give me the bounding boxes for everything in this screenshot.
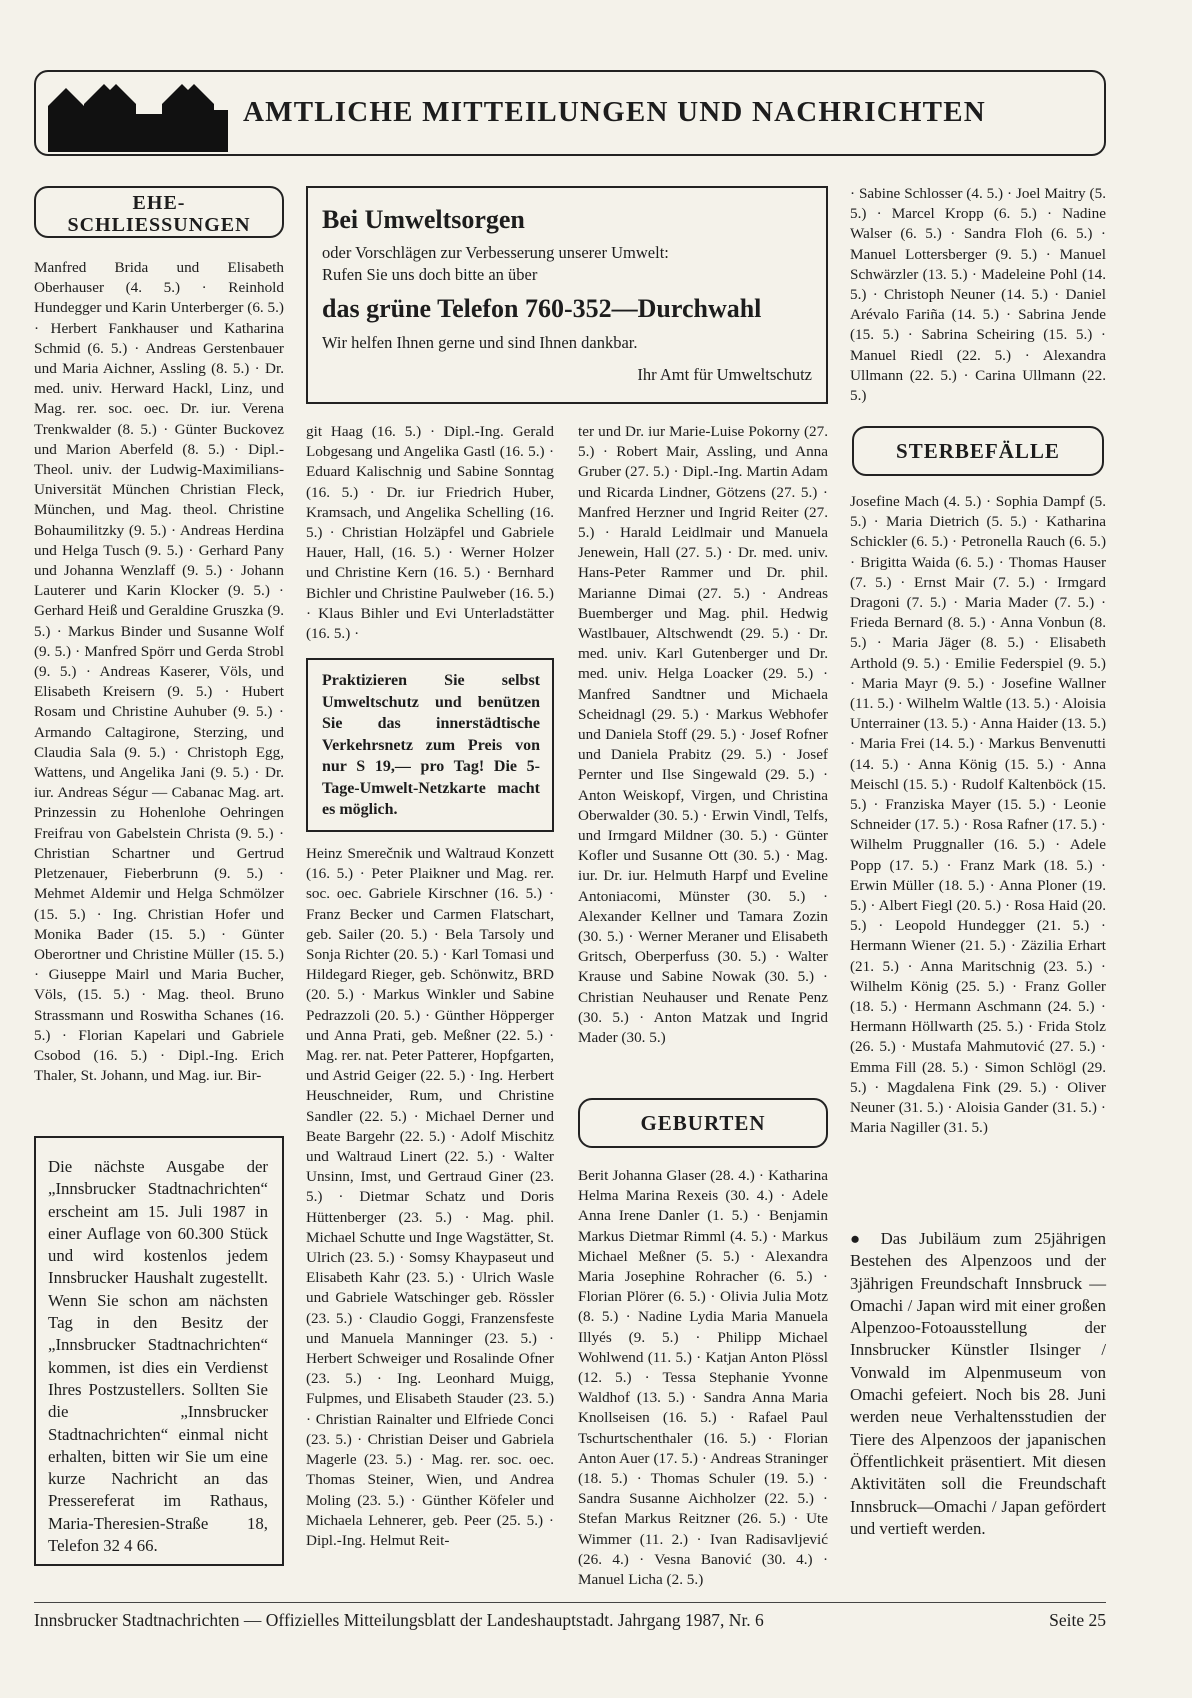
environment-signature: Ihr Amt für Umweltschutz [637,365,812,384]
marriage-list-part4: ter und Dr. iur Marie-Luise Pokorny (27. 5.) · Robert Mair, Assling, und Anna Gruber (27. 5.) · Dipl.-Ing. Martin Adam und Ricarda Lindner, Götzens (27. 5.) · Manfred Herzner und Ingrid Reiter (27. 5.) · Harald Leidlmair und Manuela Jenewein, Hall (27. 5.) · Dr. med. univ. Hans-Peter Rammer und Dr. phil. Marianne Dimai (27. 5.) · Andreas Buemberger und Mag. phil. Hedwig Wastlbauer, Altschwendt (29. 5.) · Dr. med. univ. Karl Gutenberger und Dr. med. univ. Helga Loacker (29. 5.) · Manfred Sandtner und Michaela Scheidnagl (29. 5.) · Markus Webhofer und Daniela Stoff (29. 5.) · Josef Rofner und Daniela Prabitz (29. 5.) · Josef Pernter und Ilse Singewald (29. 5.) · Anton Weiskopf, Virgen, und Christina Oberwalder (30. 5.) · Erwin Vindl, Telfs, und Irmgard Mildner (30. 5.) · Günter Kofler und Susanne Ott (30. 5.) · Mag. iur. Dr. iur. Helmuth Harpf und Eveline Antoniacomi, Münster (30. 5.) · Alexander Kellner und Tamara Zozin (30. 5.) · Werner Meraner und Elisabeth Gritsch, Oberperfuss (30. 5.) · Walter Krause und Sabine Nowak (30. 5.) · Christian Neuhauser und Renate Penz (30. 5.) · Anton Matzak und Ingrid Mader (30. 5.) [578,423,828,1047]
page-number: Seite 25 [1049,1610,1106,1630]
alpenzoo-text: Das Jubiläum zum 25jährigen Bestehen des Alpenzoos und der 3jährigen Freundschaft Innsbruck — Omachi / Japan wird mit einer großen Alpenzoo-Fotoausstellung der Innsbrucker Künstler Ilsinger / Vonwald im Alpenmuseum von Omachi gefeiert. Noch bis 28. Juni werden neue Verhaltensstudien der Tiere des Alpenzoos der japanischen Öffentlichkeit präsentiert. Mit diesen Aktivitäten soll die Freundschaft Innsbruck—Omachi / Japan gefördert und vertieft werden. [850,1229,1106,1538]
next-issue-text: Die nächste Ausgabe der „Innsbrucker Stadtnachrichten“ erscheint am 15. Juli 1987 in einer Auflage von 60.300 Stück und wird kostenlos jedem Innsbrucker Haushalt zugestellt. Wenn Sie schon am nächsten Tag in den Besitz der „Innsbrucker Stadtnachrichten“ kommen, ist dies ein Verdienst Ihres Postzustellers. Sollten Sie die „Innsbrucker Stadtnachrichten“ einmal nicht erhalten, bitten wir Sie um eine kurze Nachricht an das Pressereferat im Rathaus, Maria-Theresien-Straße 18, Telefon 32 4 66. [48,1157,268,1556]
page-header [34,70,1106,156]
bullet-icon: ● [850,1229,869,1248]
births-list: Berit Johanna Glaser (28. 4.) · Katharina Helma Marina Rexeis (30. 4.) · Adele Anna Irene Danler (1. 5.) · Benjamin Markus Dietmar Rimml (4. 5.) · Markus Michael Meßner (5. 5.) · Alexandra Maria Josephine Rohracher (6. 5.) · Florian Plörer (6. 5.) · Olivia Julia Motz (8. 5.) · Nadine Lydia Maria Manuela Illyés (9. 5.) · Philipp Michael Wohlwend (11. 5.) · Katjan Anton Plössl (12. 5.) · Tessa Stephanie Yvonne Waldhof (13. 5.) · Sandra Anna Maria Knollseisen (16. 5.) · Rafael Paul Tschurtschenthaler (16. 5.) · Florian Anton Auer (17. 5.) · Andreas Straninger (18. 5.) · Thomas Schuler (19. 5.) · Sandra Susanne Aichholzer (22. 5.) · Stefan Markus Reitzner (26. 5.) · Ute Wimmer (11. 2.) · Ivan Radisavljević (26. 4.) · Vesna Banović (30. 4.) · Manuel Licha (2. 5.) [578,1167,828,1589]
marriage-list-continued: git Haag (16. 5.) · Dipl.-Ing. Gerald Lobgesang und Angelika Gastl (16. 5.) · Eduard Kalischnig und Sabine Sonntag (16. 5.) · Dr. iur Friedrich Huber, Kramsach, und Angelika Schelling (16. 5.) · Christian Holzäpfel und Gabriele Hauer, Hall, (16. 5.) · Werner Holzer und Christine Kern (16. 5.) · Bernhard Bichler und Christine Paulweber (16. 5.) · Klaus Bihler und Evi Unterladstätter (16. 5.) · [306,423,554,643]
page-title: AMTLICHE MITTEILUNGEN UND NACHRICHTEN [243,96,986,128]
footer-divider [34,1602,1106,1603]
green-phone-line: das grüne Telefon 760-352—Durchwahl [322,294,762,323]
alpenzoo-notice [850,1228,1106,1540]
section-title-eheschliessungen: EHE- SCHLIESSUNGEN [34,186,284,238]
marriage-list: Manfred Brida und Elisabeth Oberhauser (4. 5.) · Reinhold Hundegger und Karin Unterberger (6. 5.) · Herbert Fankhauser und Katharina Schmid (6. 5.) · Andreas Gerstenbauer und Maria Aichner, Assling (8. 5.) · Dr. med. univ. Herward Hackl, Linz, und Mag. rer. soc. oec. Dr. iur. Verena Trenkwalder (8. 5.) · Günter Buckovez und Marion Aberfeld (8. 5.) · Dipl.-Theol. univ. der Ludwig-Maximilians-Universität München Christian Fleck, München, und Mag. theol. Christine Bohaumilitzky (9. 5.) · Andreas Herdina und Helga Tusch (9. 5.) · Gerhard Pany und Johanna Wenzlaff (9. 5.) · Johann Lauterer und Karin Klocker (9. 5.) · Gerhard Heiß und Geraldine Gruszka (9. 5.) · Markus Binder und Susanne Wolf (9. 5.) · Manfred Spörr und Gerda Strobl (9. 5.) · Andreas Kaserer, Völs, und Elisabeth Kreisern (9. 5.) · Hubert Rosam und Christine Auhuber (9. 5.) · Armando Caltagirone, Sterzing, und Claudia Sala (9. 5.) · Christoph Egg, Wattens, und Angelika Jani (9. 5.) · Dr. iur. Andreas Ségur — Cabanac Mag. art. Prinzessin zu Hohenlohe Oehringen Freifrau von Gabelstein Christa (9. 5.) · Christian Schartner und Gertrud Pletzenauer, Fieberbrunn (9. 5.) · Mehmet Aldemir und Helga Schmölzer (15. 5.) · Ing. Christian Hofer und Monika Bader (15. 5.) · Günter Oberortner und Christine Müller (15. 5.) · Giuseppe Mairl und Maria Bucher, Völs, (15. 5.) · Mag. theol. Bruno Strassmann und Roswitha Schanes (16. 5.) · Florian Kapelari und Gabriele Csobod (16. 5.) · Dipl.-Ing. Erich Thaler, St. Johann, und Mag. iur. Bir- [34,259,284,1085]
births-list-continued: · Sabine Schlosser (4. 5.) · Joel Maitry (5. 5.) · Marcel Kropp (6. 5.) · Nadine Walser (6. 5.) · Sandra Floh (6. 5.) · Manuel Lottersberger (9. 5.) · Manuel Schwärzler (13. 5.) · Madeleine Pohl (14. 5.) · Christoph Neuner (14. 5.) · Daniel Arévalo Fariña (14. 5.) · Sabrina Jende (15. 5.) · Sabrina Scheiring (15. 5.) · Manuel Riedl (22. 5.) · Alexandra Ullmann (22. 5.) · Carina Ullmann (22. 5.) [850,185,1106,405]
city-emblem-icon [48,80,228,152]
marriage-list-part3: Heinz Smerečnik und Waltraud Konzett (16. 5.) · Peter Plaikner und Mag. rer. soc. oec. Gabriele Kirschner (16. 5.) · Franz Becker und Carmen Flatschart, geb. Sailer (20. 5.) · Bela Tarsoly und Sonja Richter (20. 5.) · Karl Tomasi und Hildegard Rieger, geb. Schönwitz, BRD (20. 5.) · Markus Winkler und Sabine Pedrazzoli (20. 5.) · Günther Höpperger und Anna Prati, geb. Meßner (22. 5.) · Mag. rer. nat. Peter Patterer, Hopfgarten, und Astrid Geiger (22. 5.) · Ing. Herbert Heuschneider, Rum, und Christine Sandler (22. 5.) · Michael Derner und Beate Bargehr (22. 5.) · Adolf Mischitz und Waltraud Linert (22. 5.) · Walter Unsinn, Imst, und Gertraud Giner (23. 5.) · Dietmar Schatz und Doris Hüttenberger (23. 5.) · Mag. phil. Michael Schutte und Inge Wagstätter, St. Ulrich (23. 5.) · Somsy Khaypaseut und Elisabeth Kahr (23. 5.) · Ulrich Wasle und Gabriele Watschinger geb. Rössler (23. 5.) · Claudio Goggi, Franzensfeste und Manuela Manninger (23. 5.) · Herbert Schweiger und Rosalinde Ofner (23. 5.) · Ing. Leonhard Muigg, Fulpmes, und Elisabeth Stauder (23. 5.) · Christian Rainalter und Elfriede Conci (23. 5.) · Christian Deiser und Gabriela Magerle (23. 5.) · Mag. rer. soc. oec. Thomas Steiner, Wien, und Andrea Moling (23. 5.) · Günther Köfeler und Michaela Lehnerer, geb. Peer (25. 5.) · Dipl.-Ing. Helmut Reit- [306,845,555,1549]
transit-text: Praktizieren Sie selbst Umweltschutz und benützen Sie das innerstädtische Verkehrsnetz zum Preis von nur S 19,— pro Tag! Die 5-Tage-Umwelt-Netzkarte macht es möglich. [322,672,540,818]
transit-box [306,658,554,832]
footer-publication: Innsbrucker Stadtnachrichten — Offizielles Mitteilungsblatt der Landeshauptstadt. Jahrgang 1987, Nr. 6 [34,1610,764,1630]
section-title-geburten: GEBURTEN [578,1098,828,1148]
environment-line1: oder Vorschlägen zur Verbesserung unserer Umwelt: [322,243,669,262]
environment-line2: Rufen Sie uns doch bitte an über [322,265,538,284]
environment-box [306,186,828,404]
next-issue-box [34,1136,284,1566]
environment-thanks: Wir helfen Ihnen gerne und sind Ihnen dankbar. [322,333,638,352]
environment-headline: Bei Umweltsorgen [322,205,525,234]
deaths-list: Josefine Mach (4. 5.) · Sophia Dampf (5. 5.) · Maria Dietrich (5. 5.) · Katharina Schickler (6. 5.) · Petronella Rauch (6. 5.) · Brigitta Waida (6. 5.) · Thomas Hauser (7. 5.) · Ernst Mair (7. 5.) · Irmgard Dragoni (7. 5.) · Maria Mader (7. 5.) · Frieda Bernard (8. 5.) · Anna Vonbun (8. 5.) · Maria Jäger (8. 5.) · Elisabeth Arthold (9. 5.) · Emilie Federspiel (9. 5.) · Maria Mayr (9. 5.) · Josefine Wallner (11. 5.) · Wilhelm Waltle (13. 5.) · Aloisia Unterrainer (13. 5.) · Anna Haider (13. 5.) · Maria Frei (14. 5.) · Markus Benvenutti (14. 5.) · Anna König (15. 5.) · Anna Meischl (15. 5.) · Rudolf Kaltenböck (15. 5.) · Franziska Mayer (15. 5.) · Leonie Schneider (17. 5.) · Rosa Rafner (17. 5.) · Wilhelm Pruggnaller (16. 5.) · Adele Popp (17. 5.) · Franz Mark (18. 5.) · Erwin Müller (18. 5.) · Anna Ploner (19. 5.) · Albert Fiegl (20. 5.) · Rosa Haid (20. 5.) · Leopold Hundegger (21. 5.) · Hermann Wiener (21. 5.) · Zäzilia Erhart (21. 5.) · Anna Maritschnig (23. 5.) · Wilhelm König (25. 5.) · Franz Goller (18. 5.) · Hermann Aschmann (24. 5.) · Hermann Höllwarth (25. 5.) · Frida Stolz (26. 5.) · Mustafa Mahmutović (27. 5.) · Emma Fill (28. 5.) · Simon Schlögl (29. 5.) · Magdalena Fink (29. 5.) · Oliver Neuner (31. 5.) · Aloisia Gander (31. 5.) · Maria Nagiller (31. 5.) [850,493,1106,1137]
page-footer [34,1610,1106,1631]
section-title-sterbefaelle: STERBEFÄLLE [852,426,1104,476]
